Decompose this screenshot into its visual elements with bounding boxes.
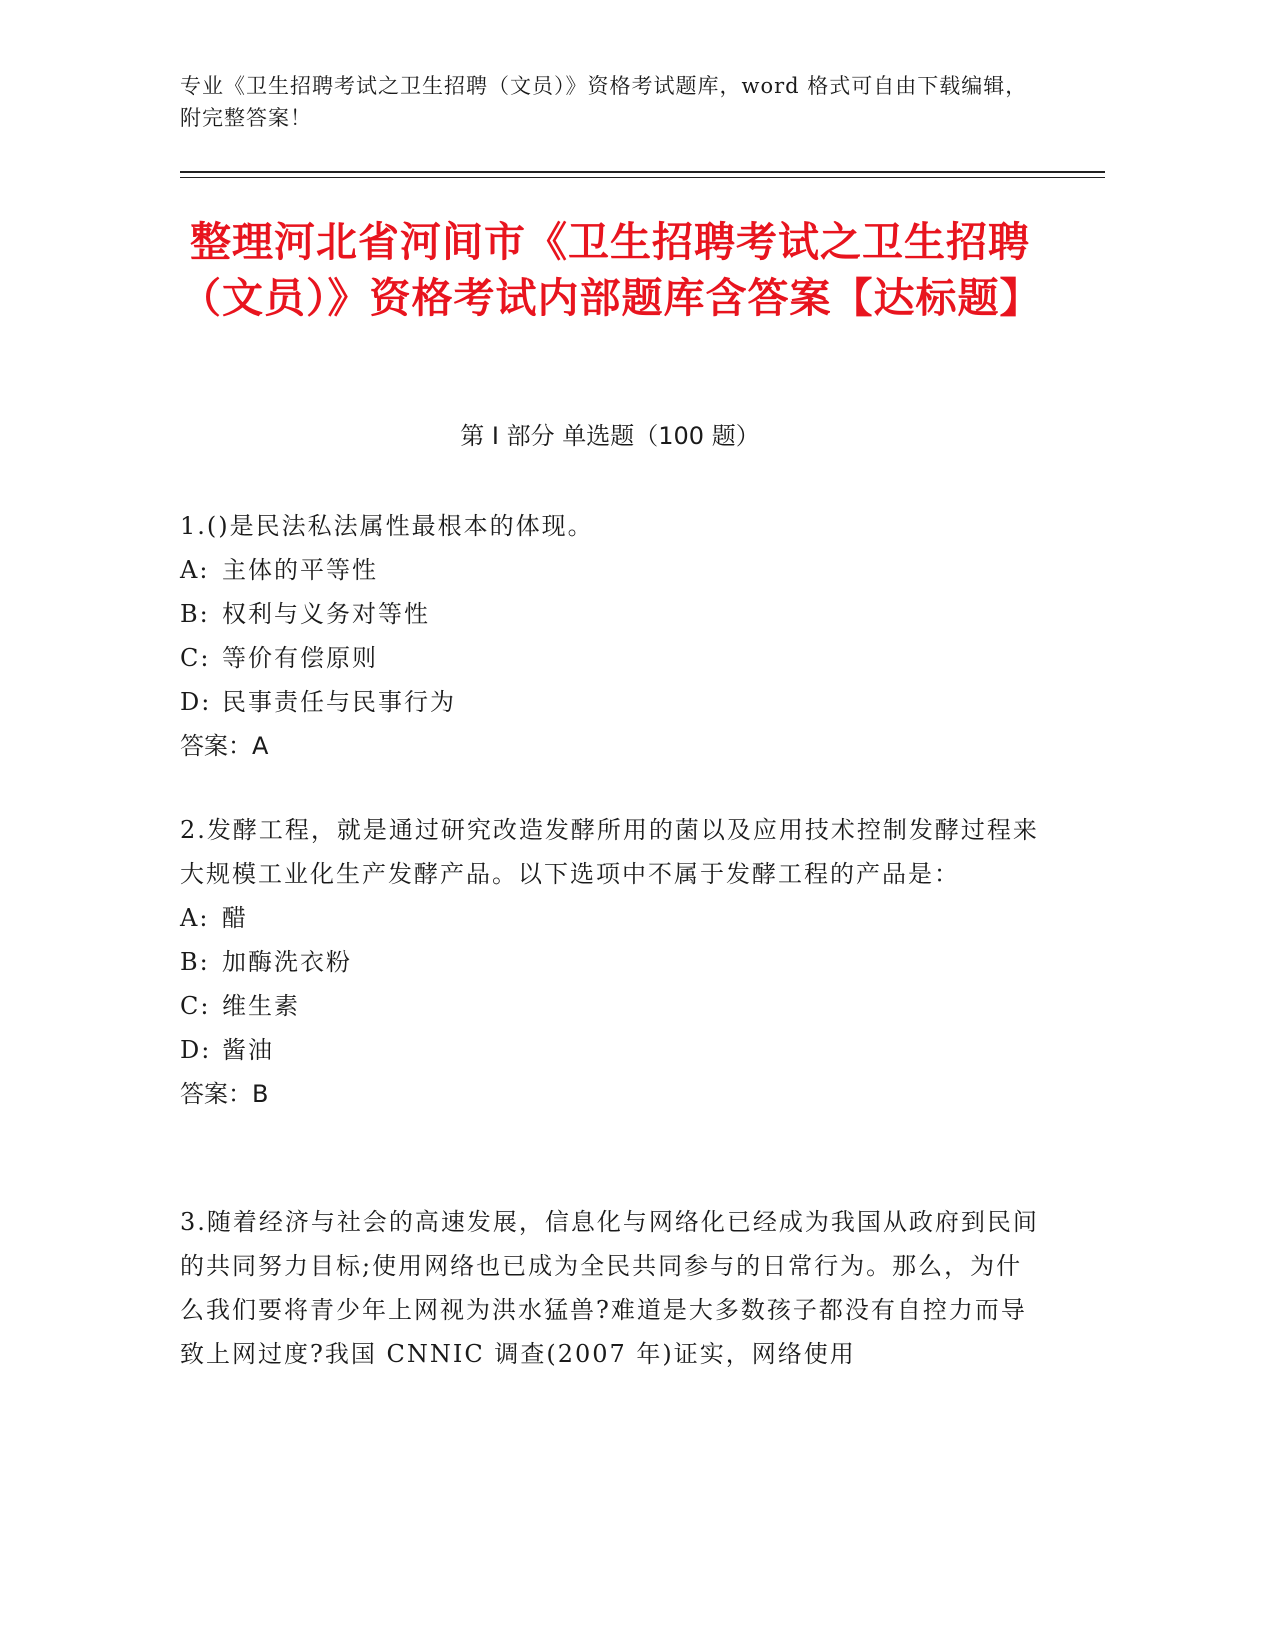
question-stem: 2.发酵工程，就是通过研究改造发酵所用的菌以及应用技术控制发酵过程来大规模工业化生产发酵产品。以下选项中不属于发酵工程的产品是： (180, 816, 1039, 888)
option-text: 权利与义务对等性 (222, 600, 430, 628)
question-1 (180, 504, 1040, 768)
option-text: 维生素 (222, 992, 300, 1020)
option-key: A: (180, 556, 210, 584)
option-c (180, 984, 1040, 1028)
option-key: B: (180, 600, 210, 628)
question-stem: 1.()是民法私法属性最根本的体现。 (180, 512, 594, 540)
section-heading: 第 I 部分 单选题（100 题） (460, 422, 760, 450)
option-a (180, 548, 1040, 592)
question-stem: 3.随着经济与社会的高速发展，信息化与网络化已经成为我国从政府到民间的共同努力目标;使用网络也已成为全民共同参与的日常行为。那么，为什么我们要将青少年上网视为洪水猛兽?难道是大多数孩子都没有自控力而导致上网过度?我国 CNNIC 调查(2007 年)证实，网络使用 (180, 1208, 1039, 1368)
option-text: 醋 (222, 904, 248, 932)
answer-line: 答案：B (180, 1080, 269, 1108)
option-a (180, 896, 1040, 940)
option-d (180, 1028, 1040, 1072)
question-3 (180, 1200, 1040, 1376)
option-key: C: (180, 992, 211, 1020)
header-note: 专业《卫生招聘考试之卫生招聘（文员）》资格考试题库，word 格式可自由下载编辑，附完整答案！ (180, 74, 1028, 130)
option-key: D: (180, 688, 212, 716)
question-2 (180, 808, 1040, 1116)
option-key: C: (180, 644, 211, 672)
header-rule-thick (180, 171, 1105, 173)
header-rule-thin (180, 177, 1105, 178)
option-b (180, 940, 1040, 984)
option-key: D: (180, 1036, 212, 1064)
option-text: 民事责任与民事行为 (222, 688, 456, 716)
option-c (180, 636, 1040, 680)
option-key: B: (180, 948, 210, 976)
option-key: A: (180, 904, 210, 932)
document-title: 整理河北省河间市《卫生招聘考试之卫生招聘（文员）》资格考试内部题库含答案【达标题】 (180, 218, 1042, 322)
option-text: 加酶洗衣粉 (222, 948, 352, 976)
option-b (180, 592, 1040, 636)
option-text: 主体的平等性 (222, 556, 378, 584)
option-text: 等价有偿原则 (222, 644, 378, 672)
answer-line: 答案：A (180, 732, 269, 760)
option-text: 酱油 (222, 1036, 274, 1064)
option-d (180, 680, 1040, 724)
